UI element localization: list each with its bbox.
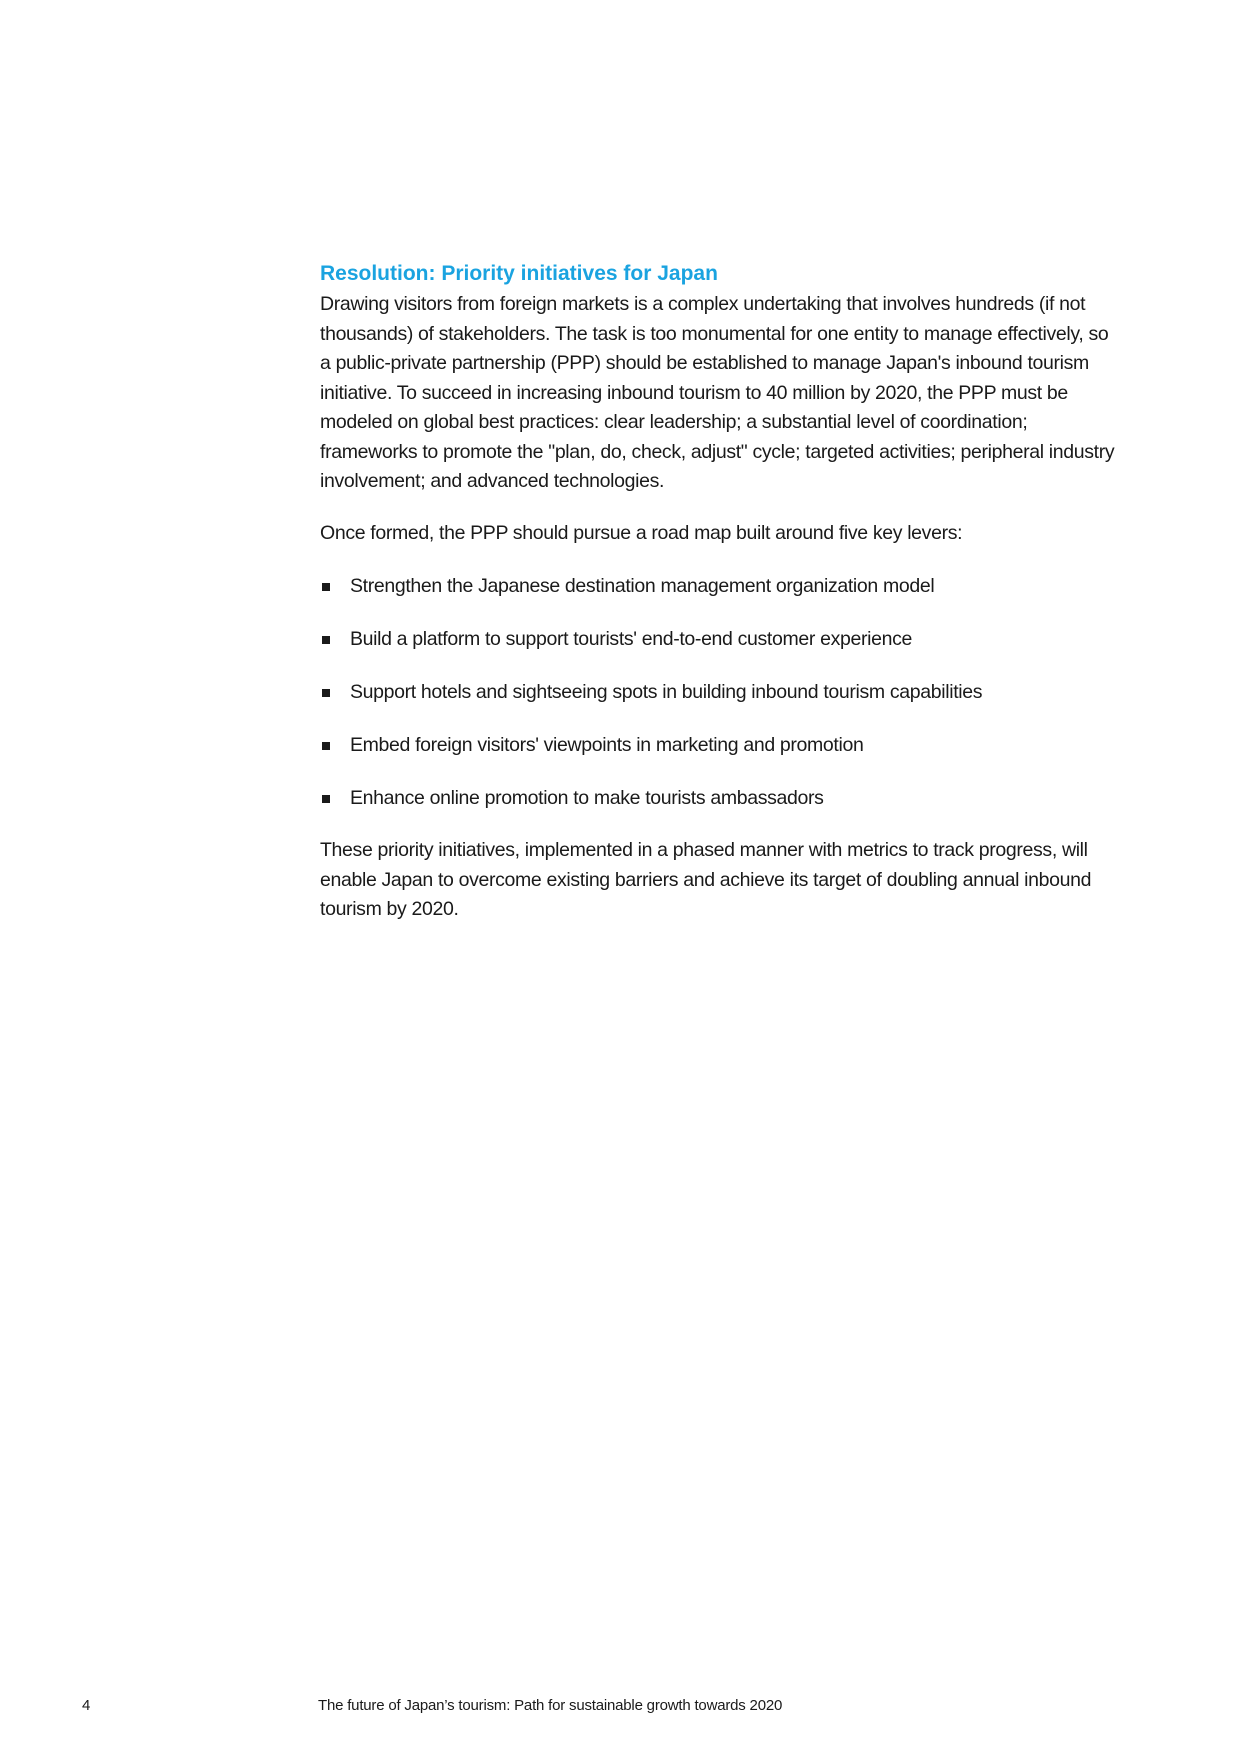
body-paragraph: Drawing visitors from foreign markets is a complex undertaking that involves hundreds (if not thousands) of stakeholders. The task is too monumental for one entity to manage effectively, so a public-private partnership (PPP) should be established to manage Japan's inbound tourism initiative. To succeed in increasing inbound tourism to 40 million by 2020, the PPP must be modeled on global best practices: clear leadership; a substantial level of coordination; frameworks to promote the "plan, do, check, adjust" cycle; targeted activities; peripheral industry involvement; and advanced technologies. — [320, 293, 1115, 492]
square-bullet-icon — [322, 583, 330, 591]
list-item-text: Strengthen the Japanese destination management organization model — [350, 575, 935, 597]
page-footer — [0, 1697, 1240, 1721]
square-bullet-icon — [322, 636, 330, 644]
section-heading: Resolution: Priority initiatives for Japan — [320, 262, 718, 285]
closing-paragraph: These priority initiatives, implemented in a phased manner with metrics to track progress, will enable Japan to overcome existing barriers and achieve its target of doubling annual inbound tourism by 2020. — [320, 839, 1092, 920]
list-item — [320, 625, 1120, 655]
list-item — [320, 678, 1120, 708]
main-content — [320, 258, 1120, 925]
list-item — [320, 731, 1120, 761]
square-bullet-icon — [322, 689, 330, 697]
list-item-text: Build a platform to support tourists' end-to-end customer experience — [350, 628, 912, 650]
list-item-text: Enhance online promotion to make tourists ambassadors — [350, 787, 824, 809]
list-item — [320, 572, 1120, 602]
page-number: 4 — [82, 1697, 91, 1714]
footer-title: The future of Japan’s tourism: Path for sustainable growth towards 2020 — [318, 1697, 783, 1714]
levers-list — [320, 572, 1120, 814]
square-bullet-icon — [322, 795, 330, 803]
square-bullet-icon — [322, 742, 330, 750]
levers-intro: Once formed, the PPP should pursue a road map built around five key levers: — [320, 521, 963, 544]
list-item-text: Embed foreign visitors' viewpoints in marketing and promotion — [350, 734, 864, 756]
list-item — [320, 784, 1120, 814]
list-item-text: Support hotels and sightseeing spots in building inbound tourism capabilities — [350, 681, 983, 703]
